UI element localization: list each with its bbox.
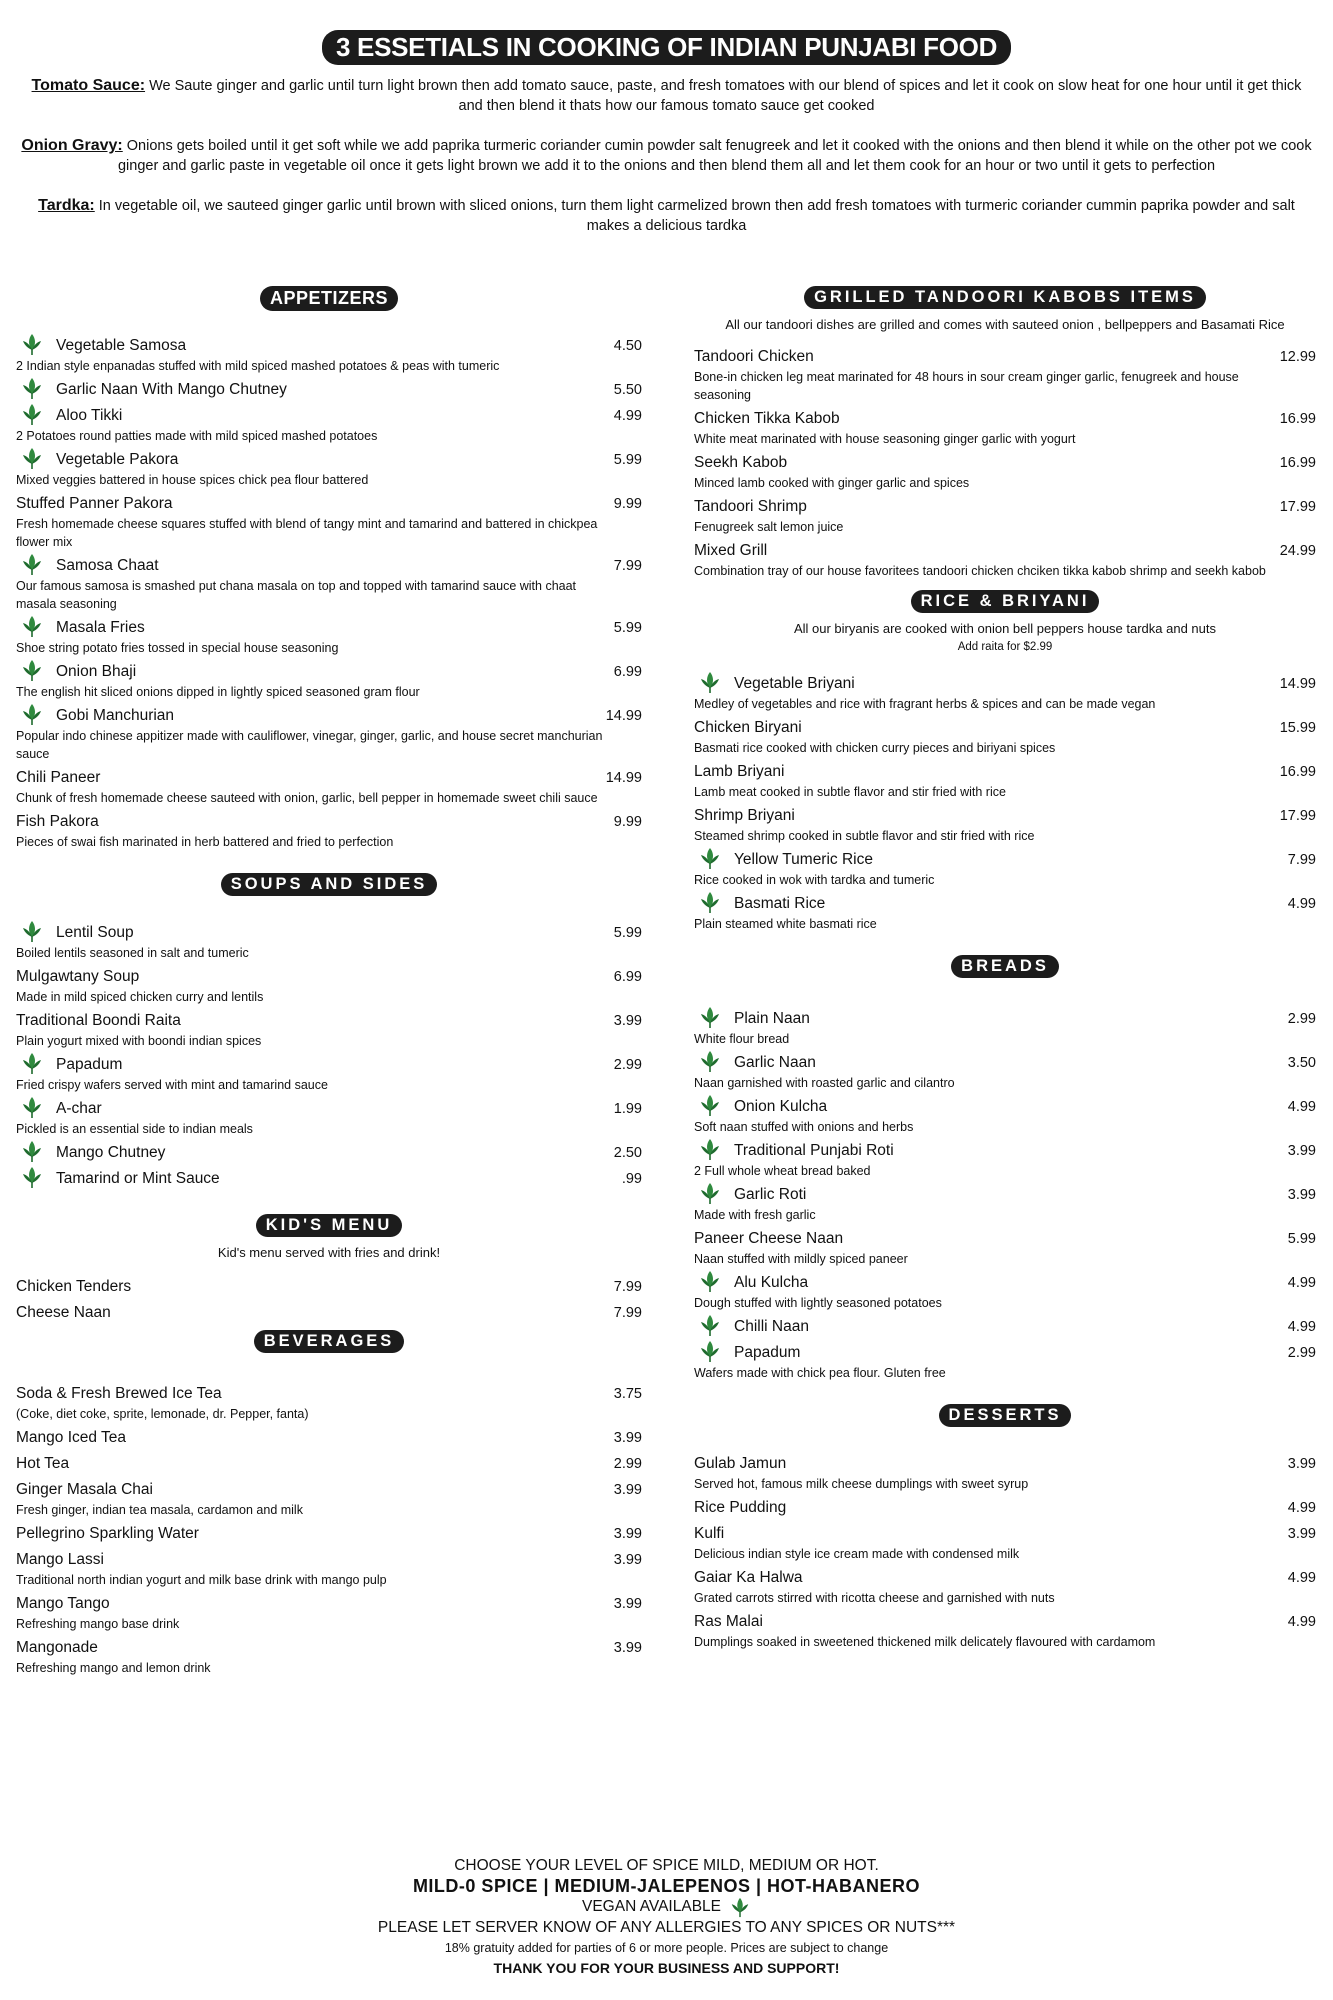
intro-label: Tomato Sauce: [31, 77, 146, 94]
item-price: 5.50 [613, 382, 642, 398]
item-price: 2.99 [613, 1456, 642, 1472]
item-price: 6.99 [613, 969, 642, 985]
item-price: 3.99 [1287, 1143, 1316, 1159]
menu-item [16, 1142, 642, 1164]
menu-item [694, 1453, 1316, 1493]
item-name: Ras Malai [694, 1613, 763, 1630]
item-price: 3.50 [1287, 1055, 1316, 1071]
item-price: 2.99 [1287, 1011, 1316, 1027]
leaf-icon [20, 614, 44, 638]
item-description: Naan stuffed with mildly spiced paneer [694, 1252, 908, 1266]
section-grilled-tandoori-kabobs-items [694, 286, 1316, 580]
menu-item [16, 1276, 642, 1298]
menu-item [694, 717, 1316, 757]
menu-item [16, 1383, 642, 1423]
menu-item [16, 493, 642, 551]
menu-item [16, 617, 642, 657]
item-name: Tamarind or Mint Sauce [56, 1170, 220, 1187]
item-description: Popular indo chinese appitizer made with cauliflower, vinegar, ginger, garlic, and house secret manchurian sauce [16, 729, 603, 761]
item-price: 16.99 [1279, 764, 1316, 780]
section-heading [16, 873, 642, 896]
item-name: Mango Chutney [56, 1144, 166, 1161]
leaf-icon [20, 376, 44, 400]
item-price: 4.99 [1287, 1614, 1316, 1630]
section-spacer [16, 902, 642, 918]
item-description: Served hot, famous milk cheese dumplings with sweet syrup [694, 1477, 1029, 1491]
item-name: Chicken Tikka Kabob [694, 410, 840, 427]
section-spacer [16, 317, 642, 331]
menu-item [16, 555, 642, 613]
section-spacer [16, 1359, 642, 1379]
item-name: Gulab Jamun [694, 1455, 787, 1472]
item-description: The english hit sliced onions dipped in lightly spiced seasoned gram flour [16, 685, 420, 699]
menu-item [16, 1549, 642, 1589]
item-name: Vegetable Pakora [56, 451, 179, 468]
menu-item [16, 767, 642, 807]
section-heading [16, 1214, 642, 1237]
intro-tomato [20, 76, 1313, 116]
menu-item [694, 849, 1316, 889]
item-description: Dumplings soaked in sweetened thickened milk delicately flavoured with cardamom [694, 1635, 1156, 1649]
menu-item [16, 1593, 642, 1633]
item-price: 1.99 [613, 1101, 642, 1117]
section-rice-briyani [694, 590, 1316, 933]
item-price: 3.99 [613, 1640, 642, 1656]
item-price: 17.99 [1279, 808, 1316, 824]
item-description: White meat marinated with house seasoning ginger garlic with yogurt [694, 432, 1076, 446]
item-name: Hot Tea [16, 1455, 70, 1472]
section-note-secondary: Add raita for $2.99 [957, 641, 1053, 653]
menu-item [16, 1054, 642, 1094]
leaf-icon [20, 402, 44, 426]
item-name: Soda & Fresh Brewed Ice Tea [16, 1385, 222, 1402]
item-name: Chili Paneer [16, 769, 101, 786]
item-description: Plain yogurt mixed with boondi indian spices [16, 1034, 262, 1048]
item-name: Garlic Naan [734, 1054, 816, 1071]
section-kid-s-menu [16, 1214, 642, 1324]
item-name: Stuffed Panner Pakora [16, 495, 173, 512]
leaf-icon [698, 1093, 722, 1117]
item-price: 16.99 [1279, 455, 1316, 471]
menu-item [694, 540, 1316, 580]
item-name: Papadum [734, 1344, 801, 1361]
item-description: Bone-in chicken leg meat marinated for 48 hours in sour cream ginger garlic, fenugreek and house seasoning [694, 370, 1239, 402]
menu-item [694, 1140, 1316, 1180]
item-name: Chicken Biryani [694, 719, 802, 736]
item-description: Dough stuffed with lightly seasoned potatoes [694, 1296, 942, 1310]
menu-item [694, 1342, 1316, 1382]
footer-vegan-row [0, 1896, 1333, 1918]
item-price: 5.99 [613, 452, 642, 468]
item-description: Fenugreek salt lemon juice [694, 520, 844, 534]
leaf-icon [20, 702, 44, 726]
section-title: KID'S MENU [256, 1214, 403, 1237]
item-description: Naan garnished with roasted garlic and cilantro [694, 1076, 955, 1090]
intro-tardka [20, 196, 1313, 236]
leaf-icon [698, 1313, 722, 1337]
leaf-icon [698, 1339, 722, 1363]
item-name: Masala Fries [56, 619, 145, 636]
menu-item [694, 1523, 1316, 1563]
item-name: Mulgawtany Soup [16, 968, 140, 985]
item-price: 7.99 [613, 1279, 642, 1295]
item-description: Our famous samosa is smashed put chana masala on top and topped with tamarind sauce with chaat masala seasoning [16, 579, 577, 611]
leaf-icon [20, 1051, 44, 1075]
item-name: Papadum [56, 1056, 123, 1073]
section-appetizers [16, 286, 642, 851]
item-description: Mixed veggies battered in house spices chick pea flour battered [16, 473, 369, 487]
item-name: Traditional Boondi Raita [16, 1012, 181, 1029]
item-price: 3.99 [613, 1596, 642, 1612]
menu-item [16, 1479, 642, 1519]
section-beverages [16, 1330, 642, 1677]
footer [0, 1856, 1333, 1978]
section-heading [694, 955, 1316, 978]
item-name: Garlic Naan With Mango Chutney [56, 381, 287, 398]
item-description: Combination tray of our house favoritees tandoori chicken chciken tikka kabob shrimp and seekh kabob [694, 564, 1266, 578]
item-description: Plain steamed white basmati rice [694, 917, 877, 931]
item-description: Refreshing mango and lemon drink [16, 1661, 211, 1675]
item-price: 3.99 [613, 1552, 642, 1568]
item-price: 4.99 [613, 408, 642, 424]
item-price: 5.99 [613, 925, 642, 941]
section-spacer [694, 657, 1316, 669]
item-name: Basmati Rice [734, 895, 826, 912]
item-price: 3.99 [1287, 1456, 1316, 1472]
intro-label: Onion Gravy: [21, 137, 123, 154]
item-name: Pellegrino Sparkling Water [16, 1525, 199, 1542]
item-price: 3.99 [613, 1482, 642, 1498]
item-name: Lamb Briyani [694, 763, 785, 780]
item-name: Gaiar Ka Halwa [694, 1569, 803, 1586]
menu-item [16, 811, 642, 851]
menu-item [16, 379, 642, 401]
menu-item [694, 346, 1316, 404]
item-price: 2.99 [1287, 1345, 1316, 1361]
item-price: 3.75 [613, 1386, 642, 1402]
menu-item [16, 1098, 642, 1138]
leaf-icon [698, 1181, 722, 1205]
intro-label: Tardka: [38, 197, 95, 214]
leaf-icon [20, 658, 44, 682]
item-price: 4.99 [1287, 1099, 1316, 1115]
item-name: Kulfi [694, 1525, 725, 1542]
item-name: Chicken Tenders [16, 1278, 132, 1295]
menu-item [694, 1567, 1316, 1607]
leaf-icon [729, 1896, 751, 1918]
menu-item [16, 1523, 642, 1545]
item-name: Onion Kulcha [734, 1098, 828, 1115]
footer-spice-choice: CHOOSE YOUR LEVEL OF SPICE MILD, MEDIUM OR HOT. [454, 1857, 879, 1874]
menu-item [694, 1096, 1316, 1136]
item-name: Traditional Punjabi Roti [734, 1142, 894, 1159]
item-name: Shrimp Briyani [694, 807, 795, 824]
item-description: Fresh homemade cheese squares stuffed with blend of tangy mint and tamarind and battered in chickpea flower mix [16, 517, 598, 549]
item-price: .99 [621, 1171, 642, 1187]
intro-section [20, 76, 1313, 256]
item-name: Mango Lassi [16, 1551, 104, 1568]
leaf-icon [20, 919, 44, 943]
leaf-icon [20, 1165, 44, 1189]
item-name: Mango Iced Tea [16, 1429, 127, 1446]
leaf-icon [698, 1005, 722, 1029]
item-name: Seekh Kabob [694, 454, 788, 471]
item-name: A-char [56, 1100, 102, 1117]
item-description: Grated carrots stirred with ricotta cheese and garnished with nuts [694, 1591, 1055, 1605]
item-price: 14.99 [1279, 676, 1316, 692]
menu-item [694, 452, 1316, 492]
menu-item [694, 1316, 1316, 1338]
leaf-icon [698, 1049, 722, 1073]
menu-item [16, 405, 642, 445]
item-name: Gobi Manchurian [56, 707, 175, 724]
item-description: Soft naan stuffed with onions and herbs [694, 1120, 914, 1134]
menu-item [16, 661, 642, 701]
intro-onion [20, 136, 1313, 176]
menu-item [694, 1611, 1316, 1651]
section-note: All our biryanis are cooked with onion bell peppers house tardka and nuts [793, 621, 1217, 636]
item-price: 4.99 [1287, 1570, 1316, 1586]
item-price: 7.99 [613, 1305, 642, 1321]
item-description: White flour bread [694, 1032, 790, 1046]
menu-item [694, 1052, 1316, 1092]
item-name: Lentil Soup [56, 924, 134, 941]
item-price: 4.99 [1287, 1275, 1316, 1291]
item-price: 14.99 [605, 708, 642, 724]
footer-allergies: PLEASE LET SERVER KNOW OF ANY ALLERGIES TO ANY SPICES OR NUTS*** [377, 1919, 956, 1936]
section-heading [694, 590, 1316, 613]
item-description: Made in mild spiced chicken curry and lentils [16, 990, 264, 1004]
item-description: Pieces of swai fish marinated in herb battered and fried to perfection [16, 835, 394, 849]
menu-column-right [694, 286, 1316, 1651]
item-description: Lamb meat cooked in subtle flavor and stir fried with rice [694, 785, 1006, 799]
title-block [0, 30, 1333, 65]
leaf-icon [20, 332, 44, 356]
menu-item [16, 966, 642, 1006]
item-price: 3.99 [613, 1526, 642, 1542]
leaf-icon [698, 1269, 722, 1293]
menu-item [16, 335, 642, 375]
item-name: Alu Kulcha [734, 1274, 809, 1291]
menu-item [694, 673, 1316, 713]
item-description: Shoe string potato fries tossed in special house seasoning [16, 641, 339, 655]
menu-column-left [16, 286, 642, 1677]
item-price: 3.99 [613, 1013, 642, 1029]
section-heading [694, 286, 1316, 309]
section-spacer [694, 984, 1316, 1004]
menu-item [16, 1427, 642, 1449]
section-title: GRILLED TANDOORI KABOBS ITEMS [804, 286, 1206, 309]
item-name: Vegetable Samosa [56, 337, 187, 354]
item-name: Mangonade [16, 1639, 98, 1656]
item-description: Traditional north indian yogurt and milk base drink with mango pulp [16, 1573, 387, 1587]
menu-item [694, 1008, 1316, 1048]
item-description: Refreshing mango base drink [16, 1617, 180, 1631]
section-heading [694, 1404, 1316, 1427]
item-description: Pickled is an essential side to indian meals [16, 1122, 253, 1136]
item-name: Cheese Naan [16, 1304, 111, 1321]
section-heading [16, 286, 642, 311]
item-name: Samosa Chaat [56, 557, 159, 574]
menu-item [694, 805, 1316, 845]
item-description: Steamed shrimp cooked in subtle flavor and stir fried with rice [694, 829, 1035, 843]
item-name: Ginger Masala Chai [16, 1481, 153, 1498]
footer-vegan-available: VEGAN AVAILABLE [582, 1898, 721, 1915]
item-name: Mango Tango [16, 1595, 110, 1612]
item-description: Fresh ginger, indian tea masala, cardamon and milk [16, 1503, 303, 1517]
menu-item [16, 1168, 642, 1190]
section-breads [694, 955, 1316, 1382]
item-price: 16.99 [1279, 411, 1316, 427]
item-description: Chunk of fresh homemade cheese sauteed with onion, garlic, bell pepper in homemade sweet chili sauce [16, 791, 598, 805]
item-price: 3.99 [1287, 1526, 1316, 1542]
section-soups-and-sides [16, 873, 642, 1190]
item-description: (Coke, diet coke, sprite, lemonade, dr. Pepper, fanta) [16, 1407, 309, 1421]
leaf-icon [698, 890, 722, 914]
section-title: APPETIZERS [260, 286, 398, 311]
item-price: 6.99 [613, 664, 642, 680]
item-description: Wafers made with chick pea flour. Gluten free [694, 1366, 946, 1380]
item-name: Paneer Cheese Naan [694, 1230, 844, 1247]
menu-item [16, 922, 642, 962]
item-price: 3.99 [1287, 1187, 1316, 1203]
menu-item [694, 408, 1316, 448]
item-name: Tandoori Shrimp [694, 498, 807, 515]
item-description: Minced lamb cooked with ginger garlic and spices [694, 476, 970, 490]
menu-item [694, 1184, 1316, 1224]
item-price: 7.99 [613, 558, 642, 574]
menu-item [694, 893, 1316, 933]
item-name: Vegetable Briyani [734, 675, 855, 692]
leaf-icon [20, 1139, 44, 1163]
menu-item [16, 705, 642, 763]
item-name: Garlic Roti [734, 1186, 807, 1203]
menu-item [694, 1228, 1316, 1268]
item-price: 3.99 [613, 1430, 642, 1446]
item-name: Onion Bhaji [56, 663, 137, 680]
item-price: 12.99 [1279, 349, 1316, 365]
footer-thanks: THANK YOU FOR YOUR BUSINESS AND SUPPORT! [493, 1960, 840, 1976]
item-description: Basmati rice cooked with chicken curry pieces and biriyani spices [694, 741, 1056, 755]
section-spacer [16, 1262, 642, 1272]
section-note: Kid's menu served with fries and drink! [217, 1245, 441, 1260]
item-description: Boiled lentils seasoned in salt and tumeric [16, 946, 249, 960]
item-name: Tandoori Chicken [694, 348, 814, 365]
menu-item [16, 1637, 642, 1677]
item-description: 2 Full whole wheat bread baked [694, 1164, 871, 1178]
section-title: BEVERAGES [254, 1330, 405, 1353]
section-spacer [694, 334, 1316, 342]
item-description: Delicious indian style ice cream made with condensed milk [694, 1547, 1020, 1561]
item-price: 24.99 [1279, 543, 1316, 559]
item-price: 4.50 [613, 338, 642, 354]
menu-item [694, 761, 1316, 801]
item-description: 2 Indian style enpanadas stuffed with mild spiced mashed potatoes & peas with tumeric [16, 359, 500, 373]
item-price: 9.99 [613, 814, 642, 830]
item-name: Aloo Tikki [56, 407, 123, 424]
section-desserts [694, 1404, 1316, 1651]
leaf-icon [698, 670, 722, 694]
section-note: All our tandoori dishes are grilled and comes with sauteed onion , bellpeppers and Basamati Rice [725, 317, 1285, 332]
intro-text: We Saute ginger and garlic until turn light brown then add tomato sauce, paste, and fresh tomatoes with our blend of spices and let it cook on slow heat for one hour until it get thick and then blend it thats how our famous tomato sauce get cooked [149, 78, 1302, 114]
leaf-icon [20, 552, 44, 576]
item-description: Rice cooked in wok with tardka and tumeric [694, 873, 935, 887]
item-price: 4.99 [1287, 896, 1316, 912]
section-title: RICE & BRIYANI [911, 590, 1100, 613]
item-price: 5.99 [1287, 1231, 1316, 1247]
footer-gratuity: 18% gratuity added for parties of 6 or more people. Prices are subject to change [444, 1941, 889, 1955]
item-price: 7.99 [1287, 852, 1316, 868]
item-name: Rice Pudding [694, 1499, 787, 1516]
item-name: Fish Pakora [16, 813, 99, 830]
item-price: 2.50 [613, 1145, 642, 1161]
section-heading [16, 1330, 642, 1353]
item-price: 4.99 [1287, 1319, 1316, 1335]
intro-text: Onions gets boiled until it get soft while we add paprika turmeric coriander cumin powder salt fenugreek and let it cooked with the onions and then blend it while on the other pot we cook ginger and garlic paste in vegetable oil once it gets light brown we add it to the onions and then blend them all and let them cook for an hour or two until it gets to perfection [117, 138, 1312, 174]
leaf-icon [698, 846, 722, 870]
menu-item [16, 449, 642, 489]
item-name: Yellow Tumeric Rice [734, 851, 873, 868]
footer-spice-levels: MILD-0 SPICE | MEDIUM-JALEPENOS | HOT-HABANERO [412, 1876, 921, 1896]
item-price: 4.99 [1287, 1500, 1316, 1516]
item-price: 9.99 [613, 496, 642, 512]
menu-item [16, 1302, 642, 1324]
item-name: Chilli Naan [734, 1318, 809, 1335]
item-price: 17.99 [1279, 499, 1316, 515]
menu-item [16, 1010, 642, 1050]
section-title: DESSERTS [939, 1404, 1072, 1427]
leaf-icon [20, 1095, 44, 1119]
item-description: Made with fresh garlic [694, 1208, 816, 1222]
item-price: 2.99 [613, 1057, 642, 1073]
menu-item [694, 496, 1316, 536]
menu-item [694, 1497, 1316, 1519]
item-name: Plain Naan [734, 1010, 810, 1027]
leaf-icon [20, 446, 44, 470]
item-price: 14.99 [605, 770, 642, 786]
item-price: 15.99 [1279, 720, 1316, 736]
item-description: 2 Potatoes round patties made with mild spiced mashed potatoes [16, 429, 378, 443]
menu-item [694, 1272, 1316, 1312]
item-description: Medley of vegetables and rice with fragrant herbs & spices and can be made vegan [694, 697, 1156, 711]
item-description: Fried crispy wafers served with mint and tamarind sauce [16, 1078, 328, 1092]
item-price: 5.99 [613, 620, 642, 636]
leaf-icon [698, 1137, 722, 1161]
section-spacer [694, 1433, 1316, 1449]
section-title: BREADS [951, 955, 1059, 978]
menu-item [16, 1453, 642, 1475]
intro-text: In vegetable oil, we sauteed ginger garlic until brown with sliced onions, turn them light carmelized brown then add fresh tomatoes with turmeric coriander cummin paprika powder and salt makes a delicious tardka [98, 198, 1295, 234]
page-title: 3 ESSETIALS IN COOKING OF INDIAN PUNJABI FOOD [322, 30, 1011, 65]
item-name: Mixed Grill [694, 542, 768, 559]
section-title: SOUPS AND SIDES [221, 873, 438, 896]
